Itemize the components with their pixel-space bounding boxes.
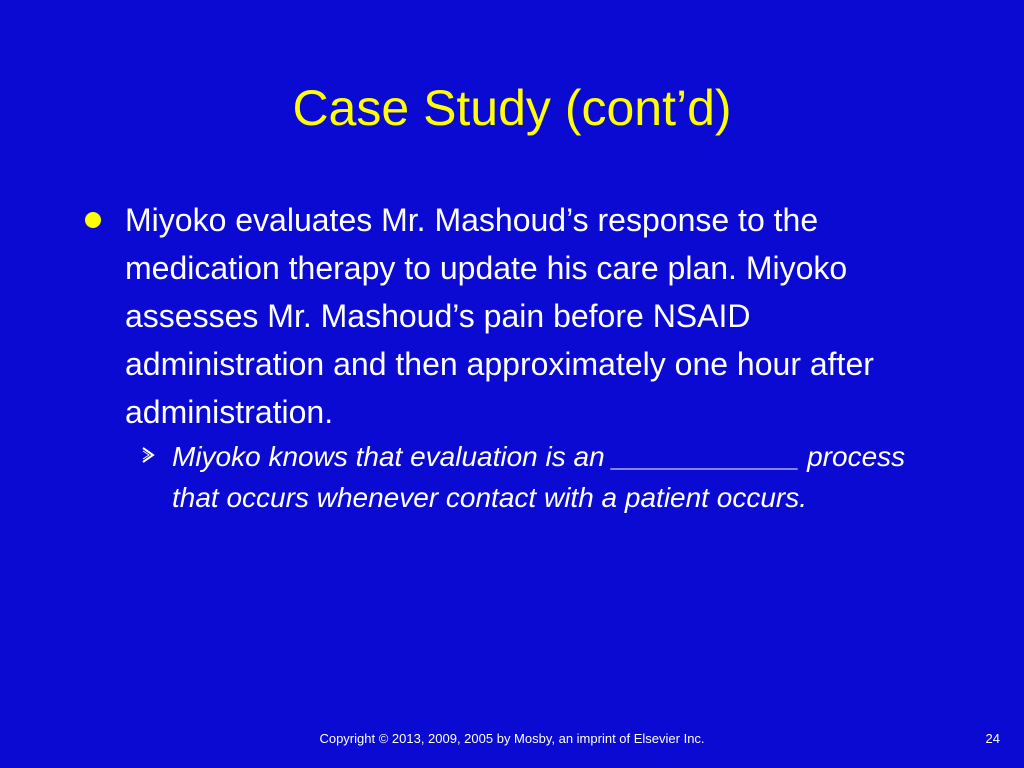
sub-bullet-text: Miyoko knows that evaluation is an ____________ process that occurs whenever contact with a patient occurs. [172, 441, 906, 513]
filled-circle-bullet-icon [85, 212, 101, 228]
page-number: 24 [985, 731, 1000, 746]
copyright-footer: Copyright © 2013, 2009, 2005 by Mosby, an imprint of Elsevier Inc. [319, 731, 705, 746]
bullet-text: Miyoko evaluates Mr. Mashoud’s response to the medication therapy to update his care plan. Miyoko assesses Mr. Mashoud’s pain before NSAID administration and then approximately one hour after administration. [125, 202, 874, 430]
slide-title: Case Study (cont’d) [292, 80, 732, 136]
arrowhead-bullet-icon [140, 446, 156, 464]
